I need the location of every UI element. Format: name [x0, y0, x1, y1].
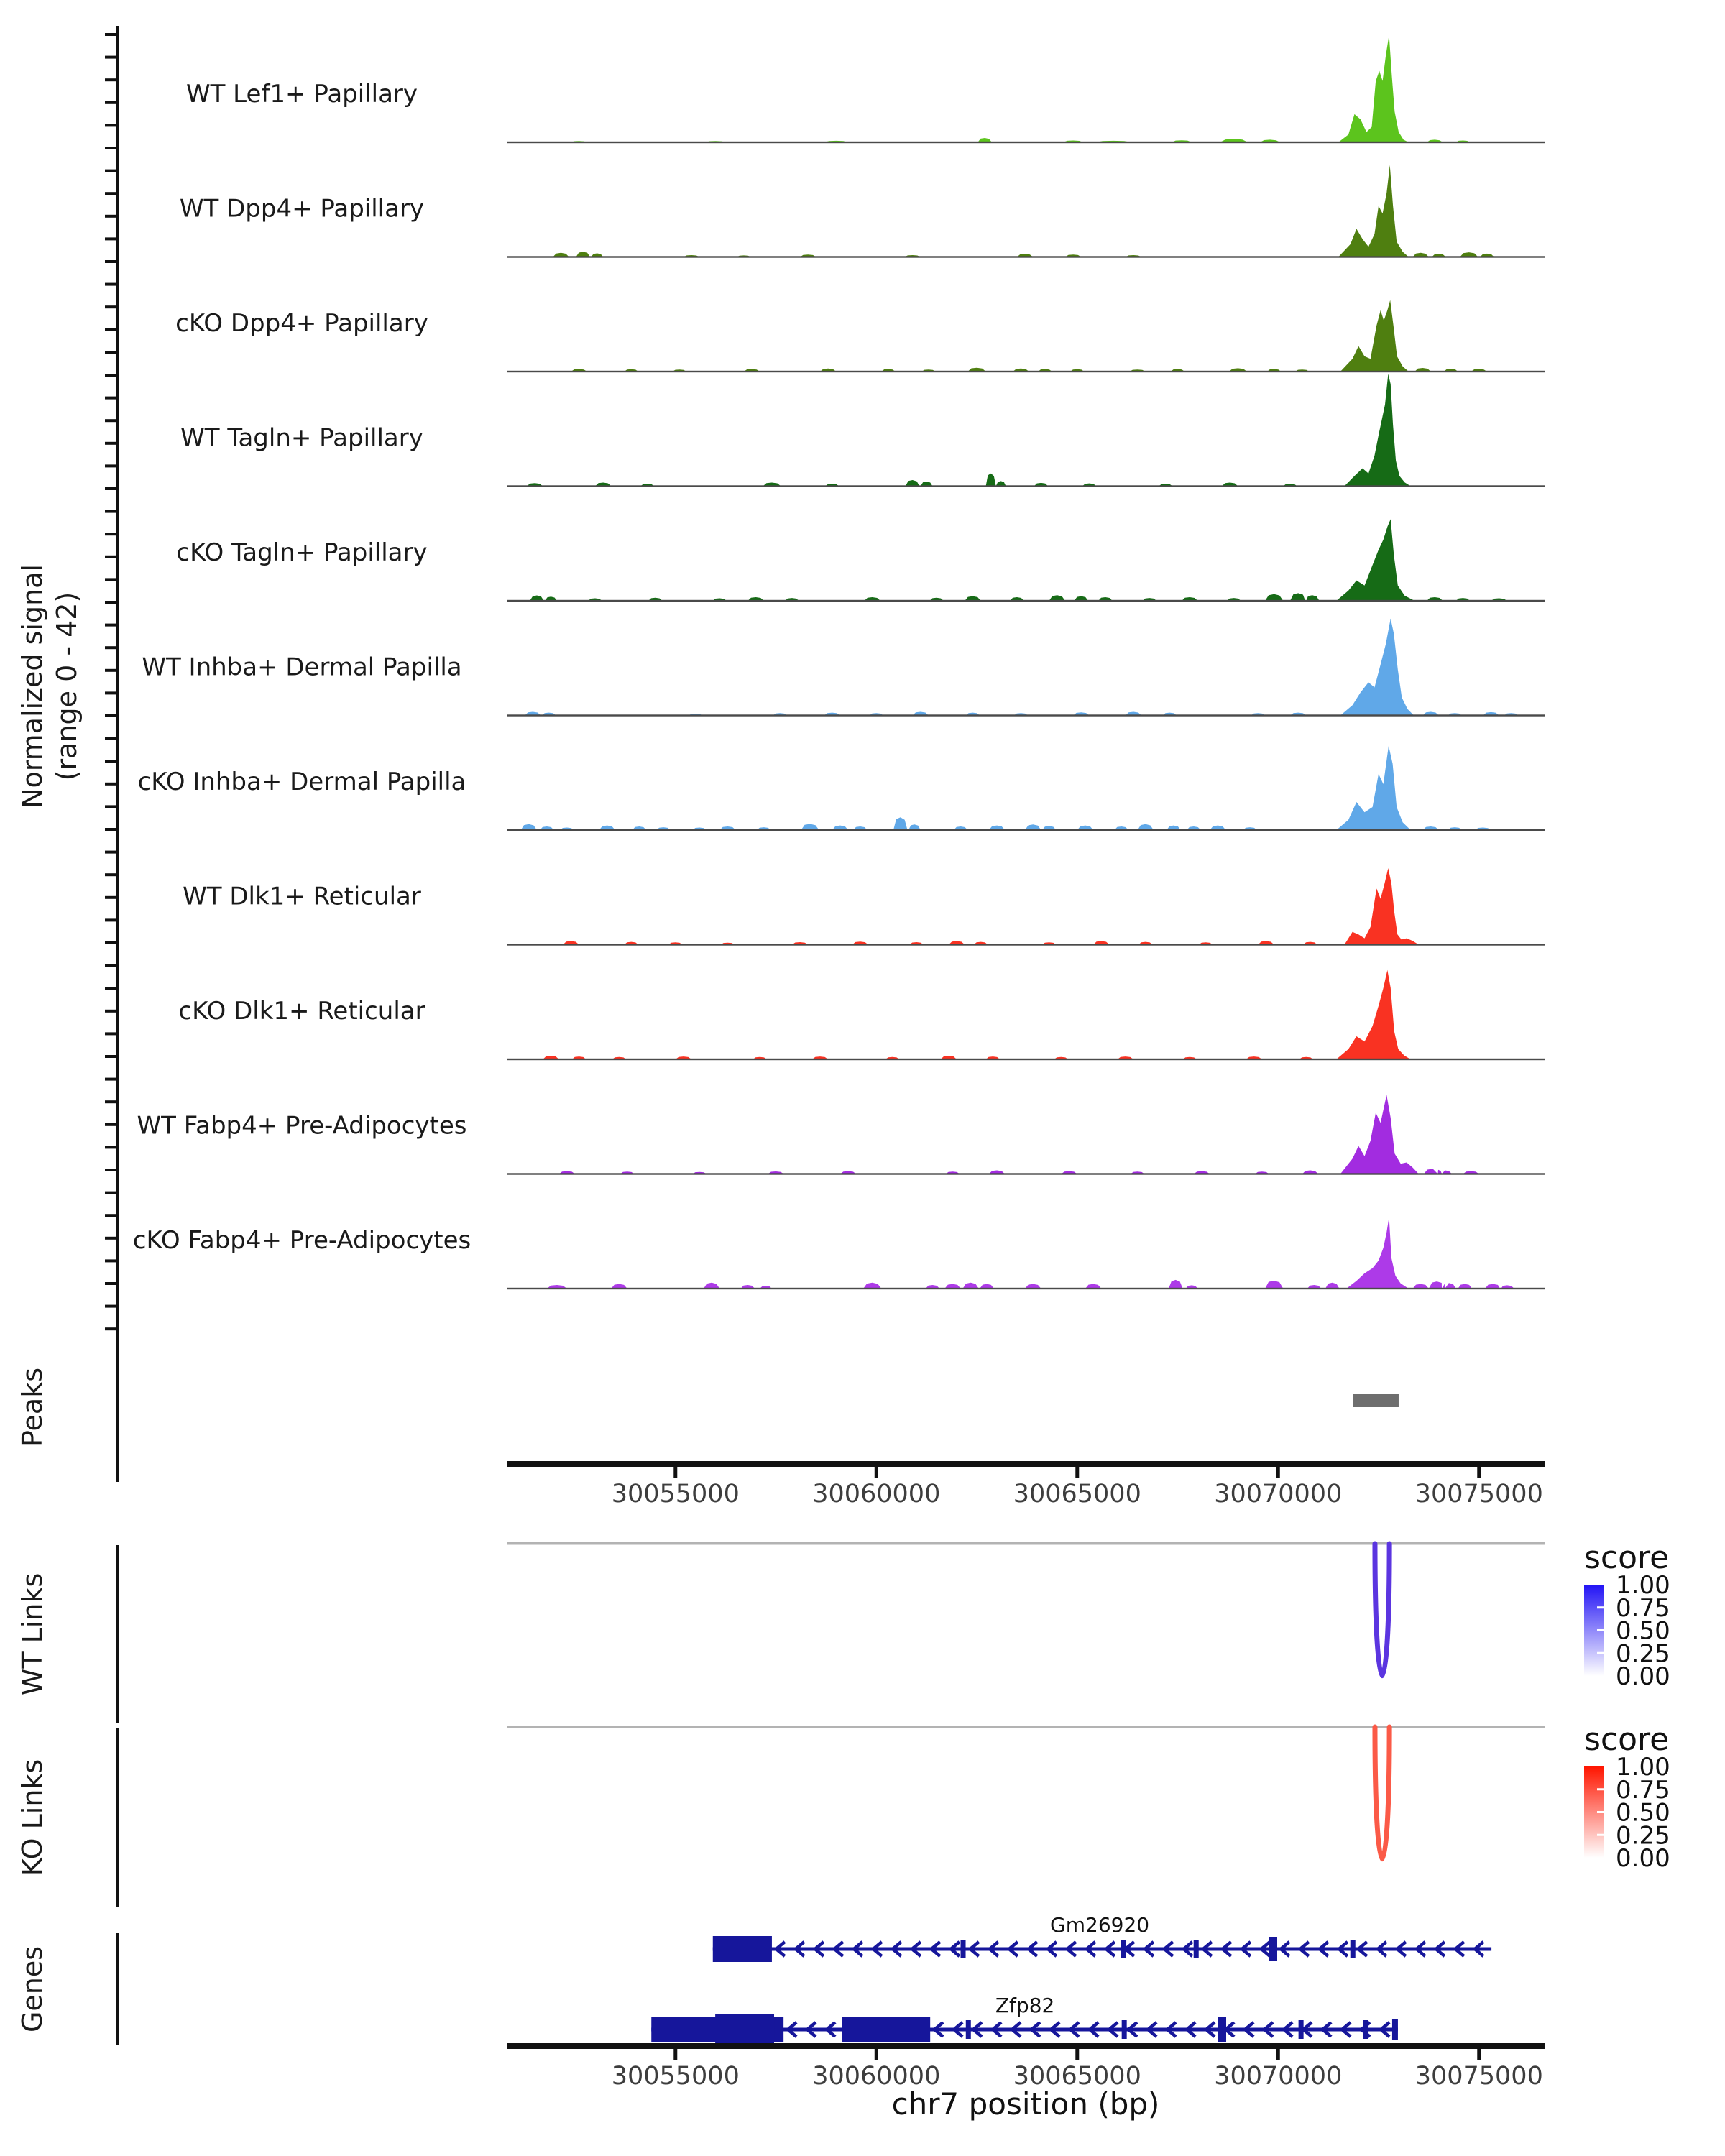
coverage-signal: [507, 1217, 1545, 1289]
y-axis-tick: [105, 805, 116, 808]
y-axis-tick: [105, 192, 116, 195]
y-axis-tick: [105, 1123, 116, 1126]
coverage-track-label: cKO Inhba+ Dermal Papilla: [137, 768, 466, 796]
y-axis-tick: [105, 464, 116, 467]
y-axis-tick: [105, 646, 116, 649]
gene-exon-tick: [1194, 1940, 1199, 1958]
y-axis-tick: [105, 533, 116, 535]
coverage-signal: [507, 374, 1545, 486]
y-axis-tick: [105, 33, 116, 36]
y-axis-tick: [105, 714, 116, 717]
link-loop: [1375, 1544, 1389, 1676]
genomic-axis-bottom: [507, 2043, 1545, 2091]
genomic-axis-tick: [1075, 2049, 1079, 2060]
coverage-signal: [507, 1095, 1545, 1174]
genomic-axis-tick-label: 30065000: [1013, 2062, 1141, 2091]
y-axis-tick: [105, 669, 116, 672]
y-axis-tick: [105, 873, 116, 876]
genomic-axis-tick-label: 30055000: [611, 2062, 740, 2091]
legend-tick-label: 0.75: [1616, 1775, 1670, 1805]
legend-tick-label: 1.00: [1616, 1571, 1670, 1600]
y-axis-tick: [105, 601, 116, 604]
coverage-tracks: [133, 35, 1545, 1289]
genomic-axis-tick-label: 30070000: [1214, 1480, 1343, 1508]
y-axis-tick: [105, 351, 116, 354]
coverage-baseline: [507, 1288, 1545, 1289]
gene-gm26920: [713, 1913, 1491, 1962]
y-axis-tick: [105, 1100, 116, 1103]
links-panels: [17, 1542, 1545, 1907]
y-axis-tick: [105, 918, 116, 921]
coverage-track-5: [142, 619, 1545, 717]
y-axis-tick: [105, 1237, 116, 1240]
y-axis-tick: [105, 170, 116, 172]
y-axis-tick: [105, 1214, 116, 1217]
coverage-signal: [507, 35, 1545, 142]
genomic-axis-tick: [1477, 1467, 1481, 1478]
genomic-axis-tick: [875, 1467, 878, 1478]
y-axis-tick: [105, 1146, 116, 1148]
y-axis-tick: [105, 1010, 116, 1013]
coverage-track-label: WT Tagln+ Papillary: [180, 423, 423, 453]
legend-tick-label: 0.00: [1616, 1662, 1670, 1691]
y-axis-tick: [105, 124, 116, 126]
coverage-track-label: WT Dlk1+ Reticular: [183, 882, 421, 911]
gene-label: Gm26920: [1050, 1913, 1150, 1937]
gene-exon-wide: [1218, 2017, 1226, 2042]
y-axis-tick: [105, 556, 116, 558]
y-axis-tick: [105, 1259, 116, 1262]
ko-links-axis-line: [116, 1728, 119, 1907]
coverage-signal: [507, 300, 1545, 372]
y-axis-tick: [105, 851, 116, 854]
coverage-signal: [507, 165, 1545, 257]
genes-panel: [17, 1913, 1491, 2045]
genomic-axis-tick: [1477, 2049, 1481, 2060]
y-axis-tick: [105, 510, 116, 513]
gene-zfp82: [651, 1994, 1398, 2045]
gene-label: Zfp82: [995, 1994, 1055, 2017]
coverage-baseline: [507, 829, 1545, 831]
genomic-axis-tick-label: 30075000: [1414, 1480, 1543, 1508]
genomic-axis-tick: [673, 2049, 677, 2060]
ko-links-panel-label: KO Links: [17, 1759, 48, 1876]
gene-exon-tick: [1299, 2020, 1304, 2039]
y-axis-tick: [105, 78, 116, 81]
genomic-axis-middle: [507, 1461, 1545, 1508]
coverage-track-label: cKO Dlk1+ Reticular: [178, 997, 426, 1026]
genomic-axis-tick-label: 30060000: [812, 2062, 941, 2091]
gene-exon-tick: [961, 1940, 966, 1958]
y-axis-tick: [105, 487, 116, 490]
ko-score-legend-title: score: [1584, 1721, 1670, 1758]
y-axis-tick: [105, 828, 116, 831]
coverage-track-label: cKO Tagln+ Papillary: [176, 538, 428, 567]
link-loop: [1375, 1727, 1389, 1859]
coverage-track-8: [178, 970, 1545, 1060]
legend-tick-label: 0.25: [1616, 1639, 1670, 1669]
coverage-track-label: WT Inhba+ Dermal Papilla: [142, 653, 462, 682]
legend-tick-label: 0.75: [1616, 1593, 1670, 1623]
y-axis-tick: [105, 691, 116, 694]
coverage-track-4: [176, 519, 1545, 602]
wt-score-legend-title: score: [1584, 1539, 1670, 1576]
coverage-baseline: [507, 944, 1545, 945]
genomic-axis-tick-label: 30075000: [1414, 2062, 1543, 2091]
gene-end-tick: [1392, 2019, 1398, 2040]
coverage-track-label: WT Fabp4+ Pre-Adipocytes: [137, 1111, 467, 1141]
coverage-signal: [507, 746, 1545, 830]
legend-tick-label: 0.50: [1616, 1616, 1670, 1646]
normalized-signal-axis-line: [116, 26, 119, 1351]
genomic-axis-tick: [1276, 1467, 1280, 1478]
genomic-axis-tick: [1276, 2049, 1280, 2060]
legend-tick-label: 0.00: [1616, 1844, 1670, 1873]
coverage-track-7: [183, 868, 1545, 946]
coverage-baseline: [507, 714, 1545, 716]
y-axis-label-line1: Normalized signal: [17, 564, 48, 808]
y-axis-tick: [105, 101, 116, 104]
y-axis-tick: [105, 237, 116, 240]
y-axis-tick: [105, 1192, 116, 1194]
gene-exon-tick: [1122, 2020, 1127, 2039]
gene-exon-utr: [715, 2014, 774, 2045]
genomic-axis-line: [507, 2043, 1545, 2049]
y-axis-tick: [105, 783, 116, 786]
y-axis-tick: [105, 56, 116, 59]
genomic-axis-tick: [1075, 1467, 1079, 1478]
legend-gradient-notch: [1597, 1811, 1604, 1813]
y-axis-tick: [105, 1078, 116, 1081]
gene-exon-tick: [966, 2020, 971, 2039]
legend-tick-label: 1.00: [1616, 1753, 1670, 1782]
genomic-axis-line: [507, 1461, 1545, 1467]
genomic-axis-tick: [875, 2049, 878, 2060]
peaks-panel-label: Peaks: [17, 1367, 48, 1447]
y-axis-tick: [105, 987, 116, 990]
gene-exon: [842, 2017, 930, 2042]
coverage-baseline: [507, 485, 1545, 487]
legend-gradient-notch: [1597, 1606, 1604, 1608]
y-axis-tick: [105, 419, 116, 422]
y-axis-tick: [105, 283, 116, 286]
coverage-baseline: [507, 600, 1545, 602]
coverage-baseline: [507, 371, 1545, 372]
genomic-axis-tick-label: 30060000: [812, 1480, 941, 1508]
gene-exon-wide: [1269, 1937, 1277, 1961]
legend-gradient-notch: [1597, 1834, 1604, 1836]
x-axis-title: chr7 position (bp): [891, 2086, 1160, 2122]
coverage-track-3: [180, 374, 1545, 487]
coverage-track-0: [186, 35, 1545, 143]
y-axis-tick: [105, 397, 116, 400]
genomic-axis-tick-label: 30065000: [1013, 1480, 1141, 1508]
y-axis-tick: [105, 964, 116, 967]
coverage-baseline: [507, 256, 1545, 257]
peaks-panel: [17, 1334, 1399, 1482]
y-axis-tick: [105, 215, 116, 218]
genes-axis-line: [116, 1933, 119, 2045]
coverage-track-10: [133, 1217, 1545, 1290]
y-axis-tick: [105, 328, 116, 331]
coverage-track-6: [138, 746, 1545, 831]
coverage-track-9: [137, 1095, 1545, 1175]
y-axis-tick: [105, 1169, 116, 1171]
y-axis-tick: [105, 1305, 116, 1308]
coverage-track-label: cKO Dpp4+ Papillary: [175, 309, 428, 338]
peak-interval: [1353, 1394, 1399, 1407]
gene-exon: [713, 1936, 772, 1962]
coverage-baseline: [507, 1059, 1545, 1060]
coverage-baseline: [507, 1173, 1545, 1174]
y-axis-tick: [105, 760, 116, 763]
coverage-track-2: [175, 300, 1545, 373]
gene-exon-tick: [1351, 1940, 1356, 1958]
normalized-signal-axis: [105, 26, 119, 1351]
y-axis-tick: [105, 1282, 116, 1285]
coverage-track-label: cKO Fabp4+ Pre-Adipocytes: [132, 1226, 472, 1255]
y-axis-label-line2: (range 0 - 42): [51, 591, 83, 781]
y-axis-tick: [105, 737, 116, 740]
y-axis-tick: [105, 147, 116, 149]
coverage-track-label: WT Lef1+ Papillary: [185, 80, 418, 109]
y-axis-tick: [105, 1032, 116, 1035]
y-axis-tick: [105, 896, 116, 899]
y-axis-tick: [105, 1327, 116, 1330]
coverage-signal: [507, 868, 1545, 945]
gene-exon-tick: [1363, 2020, 1368, 2039]
genomic-axis-tick: [673, 1467, 677, 1478]
coverage-track-label: WT Dpp4+ Papillary: [179, 194, 425, 224]
coverage-track-1: [180, 165, 1545, 258]
gene-exon-tick: [1121, 1940, 1126, 1958]
genomic-axis-tick-label: 30055000: [611, 1480, 740, 1508]
score-legends: [1584, 1539, 1670, 1873]
y-axis-tick: [105, 624, 116, 627]
y-axis-tick: [105, 941, 116, 944]
legend-gradient-notch: [1597, 1788, 1604, 1790]
legend-tick-label: 0.50: [1616, 1798, 1670, 1828]
genomic-axis-tick-label: 30070000: [1214, 2062, 1343, 2091]
wt-links-panel-label: WT Links: [17, 1572, 48, 1696]
y-axis-tick: [105, 260, 116, 263]
coverage-baseline: [507, 142, 1545, 143]
y-axis-tick: [105, 374, 116, 377]
legend-tick-label: 0.25: [1616, 1821, 1670, 1851]
wt-links-axis-line: [116, 1545, 119, 1723]
y-axis-tick: [105, 305, 116, 308]
peaks-axis-line: [116, 1334, 119, 1482]
y-axis-tick: [105, 578, 116, 581]
genes-panel-label: Genes: [17, 1945, 48, 2033]
y-axis-tick: [105, 1055, 116, 1058]
y-axis-tick: [105, 442, 116, 445]
gene-body-line: [713, 1948, 1491, 1951]
coverage-signal: [507, 619, 1545, 716]
coverage-signal: [507, 519, 1545, 601]
legend-gradient-notch: [1597, 1629, 1604, 1631]
legend-gradient-notch: [1597, 1652, 1604, 1654]
coverage-signal: [507, 970, 1545, 1059]
